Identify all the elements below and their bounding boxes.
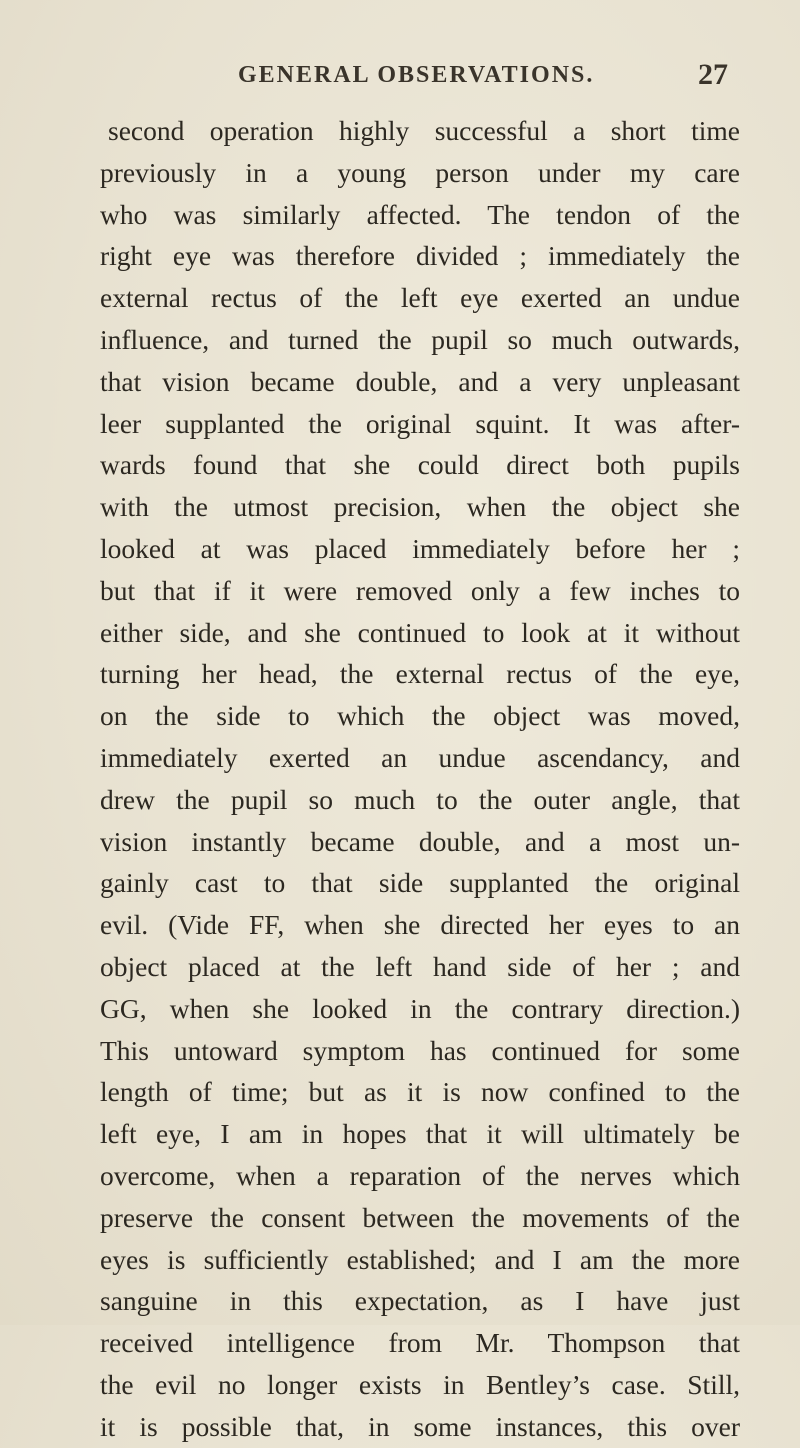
text-line: evil. (Vide FF, when she directed her eyes to an xyxy=(100,909,740,941)
text-line: left eye, I am in hopes that it will ultimately be xyxy=(100,1118,740,1150)
text-line: looked at was placed immediately before her ; xyxy=(100,532,740,564)
text-line: on the side to which the object was moved, xyxy=(100,700,740,732)
text-line: the evil no longer exists in Bentley’s case. Still, xyxy=(100,1368,740,1400)
text-line: right eye was therefore divided ; immediately the xyxy=(100,240,740,272)
body-text xyxy=(100,110,740,1448)
text-line: but that if it were removed only a few inches to xyxy=(100,574,740,606)
text-line: that vision became double, and a very unpleasant xyxy=(100,365,740,397)
text-line: vision instantly became double, and a most un- xyxy=(100,825,740,857)
text-line: second operation highly successful a short time xyxy=(108,115,740,146)
text-line: wards found that she could direct both pupils xyxy=(100,449,740,481)
text-line: immediately exerted an undue ascendancy, and xyxy=(100,741,740,773)
page-number: 27 xyxy=(698,58,728,91)
text-line: drew the pupil so much to the outer angle, that xyxy=(100,783,740,815)
text-line: turning her head, the external rectus of the eye, xyxy=(100,658,740,690)
text-line: sanguine in this expectation, as I have just xyxy=(100,1285,740,1317)
text-line: external rectus of the left eye exerted an undue xyxy=(100,282,740,314)
text-line: leer supplanted the original squint. It was after- xyxy=(100,407,740,439)
text-line: with the utmost precision, when the object she xyxy=(100,491,740,523)
text-line: length of time; but as it is now confined to the xyxy=(100,1076,740,1108)
text-line: overcome, when a reparation of the nerves which xyxy=(100,1159,740,1191)
text-line: received intelligence from Mr. Thompson that xyxy=(100,1327,740,1359)
text-line: gainly cast to that side supplanted the original xyxy=(100,867,740,899)
text-line: GG, when she looked in the contrary direction.) xyxy=(100,992,740,1024)
text-line: who was similarly affected. The tendon of the xyxy=(100,198,740,230)
running-head-title: GENERAL OBSERVATIONS. xyxy=(238,62,595,88)
running-head xyxy=(238,58,738,96)
text-line: influence, and turned the pupil so much outwards, xyxy=(100,323,740,355)
text-line: preserve the consent between the movements of the xyxy=(100,1201,740,1233)
text-line: previously in a young person under my care xyxy=(100,156,740,188)
text-line: object placed at the left hand side of her ; and xyxy=(100,950,740,982)
text-line: it is possible that, in some instances, this over xyxy=(100,1410,740,1442)
text-line: eyes is sufficiently established; and I am the more xyxy=(100,1243,740,1275)
text-line: This untoward symptom has continued for some xyxy=(100,1034,740,1066)
text-line: either side, and she continued to look at it without xyxy=(100,616,740,648)
